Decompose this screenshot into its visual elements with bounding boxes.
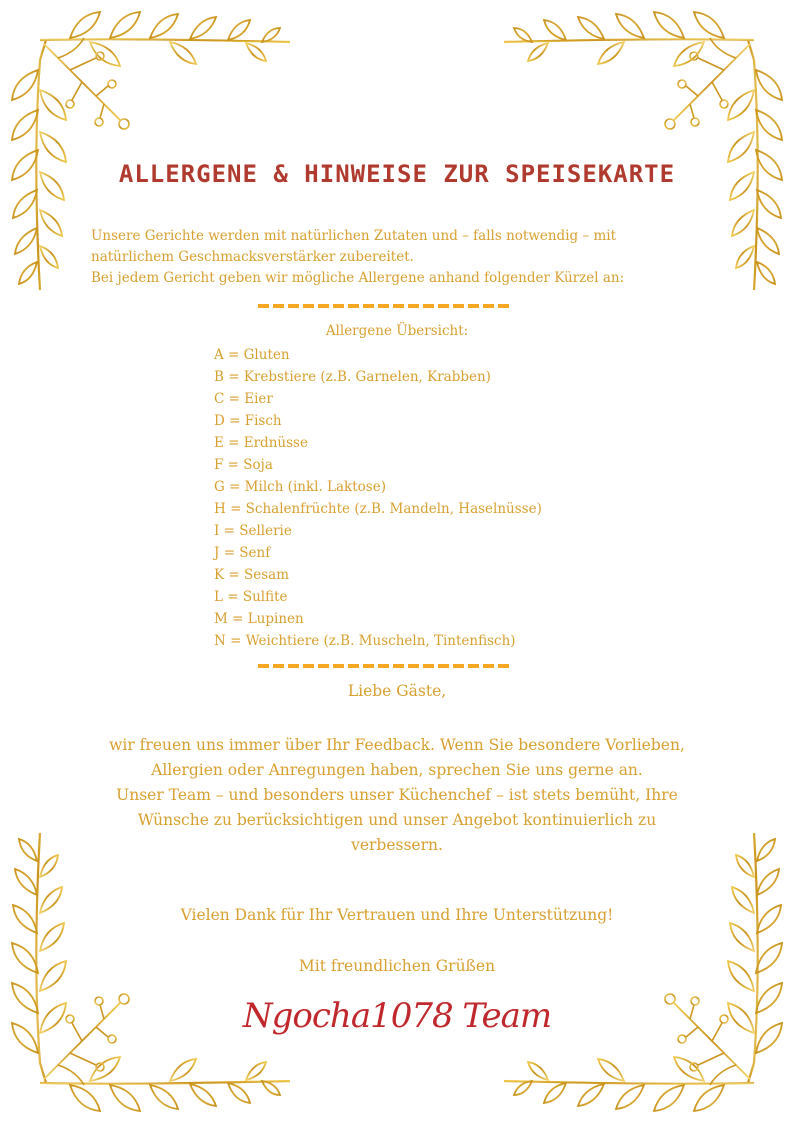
allergen-item: F = Soja bbox=[214, 457, 273, 473]
allergen-item: J = Senf bbox=[214, 545, 271, 561]
feedback-message bbox=[92, 733, 702, 858]
allergen-item: H = Schalenfrüchte (z.B. Mandeln, Haselnüsse) bbox=[214, 501, 542, 517]
page-title: ALLERGENE & HINWEISE ZUR SPEISEKARTE bbox=[118, 160, 676, 188]
allergen-item: B = Krebstiere (z.B. Garnelen, Krabben) bbox=[214, 369, 491, 385]
greeting: Liebe Gäste, bbox=[347, 682, 447, 700]
closing-line: Mit freundlichen Grüßen bbox=[298, 957, 496, 975]
dashed-divider-top bbox=[258, 304, 512, 308]
intro-line: Bei jedem Gericht geben wir mögliche Allergene anhand folgender Kürzel an: bbox=[91, 270, 625, 286]
intro-text bbox=[91, 226, 711, 289]
allergen-item: I = Sellerie bbox=[214, 523, 292, 539]
message-paragraph: Unser Team – und besonders unser Küchenchef – ist stets bemüht, Ihre Wünsche zu berücksichtigen und unser Angebot kontinuierlich zu verbessern. bbox=[116, 786, 678, 854]
allergen-item: E = Erdnüsse bbox=[214, 435, 308, 451]
allergen-item: A = Gluten bbox=[214, 347, 290, 363]
allergen-item: G = Milch (inkl. Laktose) bbox=[214, 479, 386, 495]
allergen-overview-heading: Allergene Übersicht: bbox=[325, 323, 469, 339]
allergen-item: L = Sulfite bbox=[214, 589, 288, 605]
allergen-item: N = Weichtiere (z.B. Muscheln, Tintenfisch) bbox=[214, 633, 516, 649]
thanks-line: Vielen Dank für Ihr Vertrauen und Ihre Unterstützung! bbox=[180, 906, 614, 924]
allergen-list bbox=[214, 344, 542, 652]
intro-line: natürlichem Geschmacksverstärker zubereitet. bbox=[91, 249, 414, 265]
allergen-item: C = Eier bbox=[214, 391, 273, 407]
allergen-item: M = Lupinen bbox=[214, 611, 304, 627]
intro-line: Unsere Gerichte werden mit natürlichen Zutaten und – falls notwendig – mit bbox=[91, 228, 617, 244]
dashed-divider-bottom bbox=[258, 664, 512, 668]
allergen-item: D = Fisch bbox=[214, 413, 282, 429]
signature: Ngocha1078 Team bbox=[242, 996, 552, 1036]
allergen-item: K = Sesam bbox=[214, 567, 289, 583]
message-paragraph: wir freuen uns immer über Ihr Feedback. Wenn Sie besondere Vorlieben, Allergien oder Anregungen haben, sprechen Sie uns gerne an. bbox=[109, 736, 685, 779]
